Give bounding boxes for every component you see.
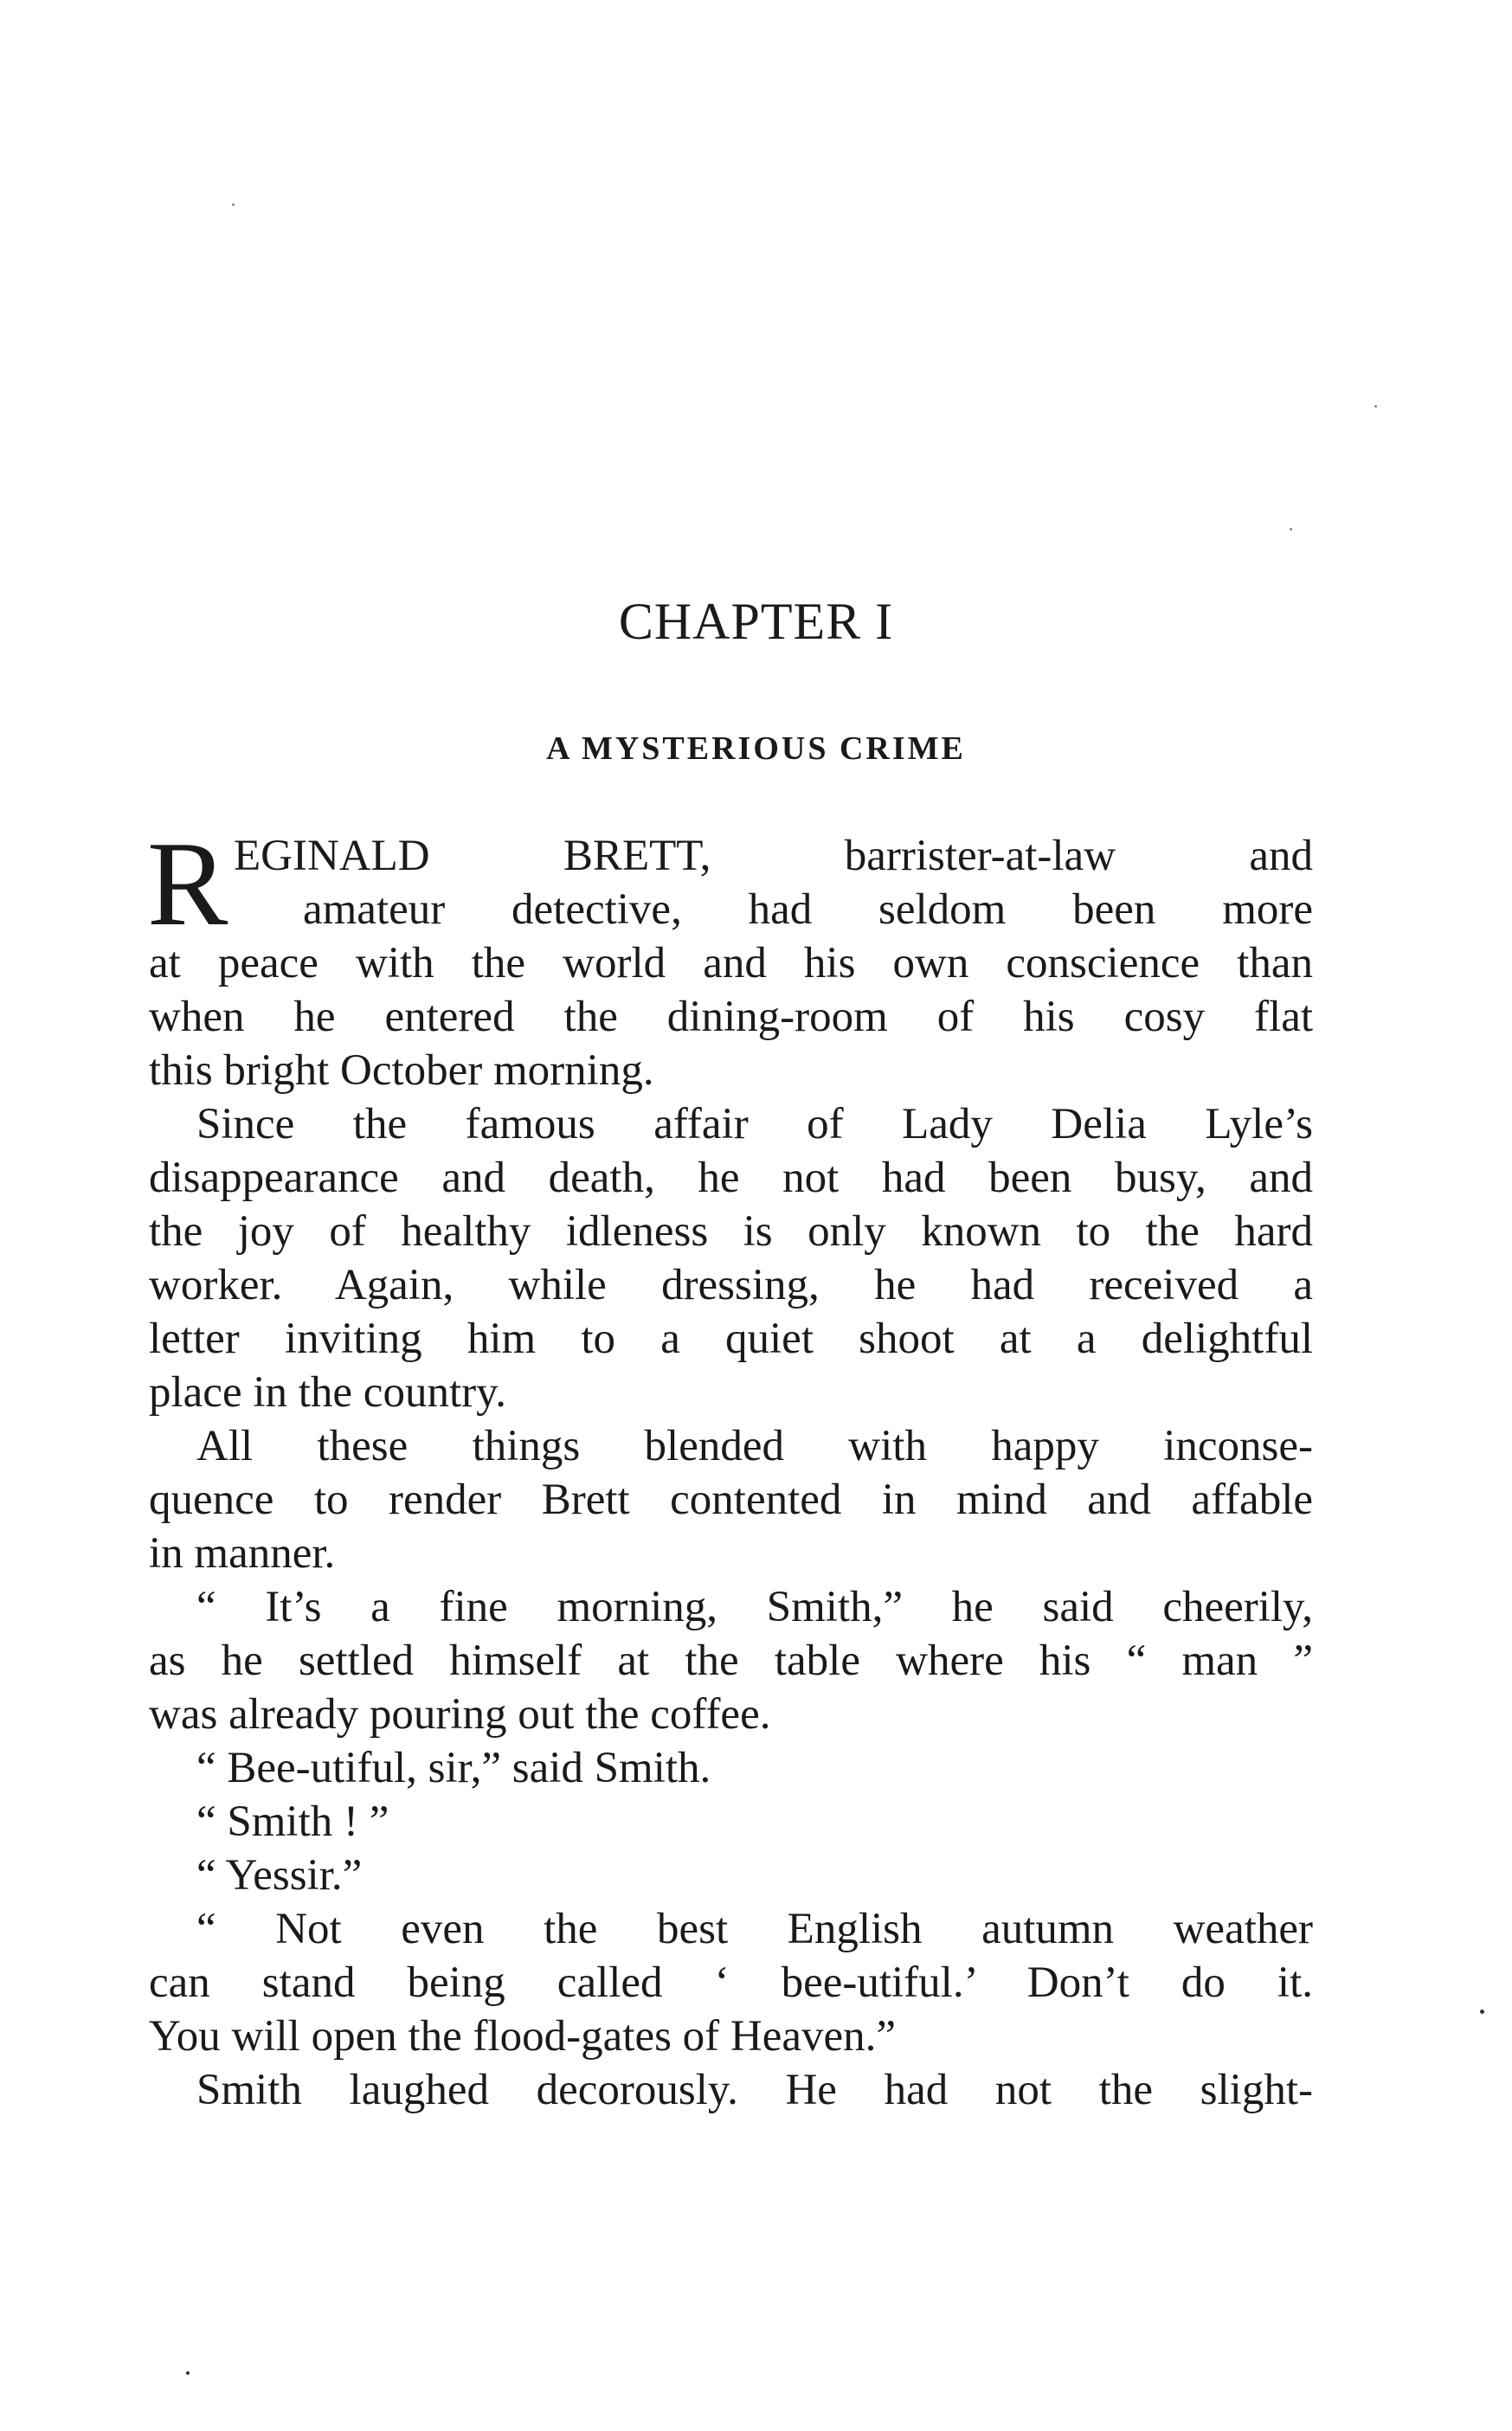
text-line: Since the famous affair of Lady Delia Lyle’s bbox=[196, 1100, 1313, 1148]
text-line: “ It’s a fine morning, Smith,” he said cheerily, bbox=[196, 1583, 1313, 1631]
text-line: when he entered the dining-room of his cosy flat bbox=[149, 993, 1313, 1041]
text-line: “ Smith ! ” bbox=[196, 1798, 389, 1846]
text-line: can stand being called ‘ bee-utiful.’ Don’t do it. bbox=[149, 1958, 1313, 2007]
chapter-body bbox=[147, 817, 1313, 2117]
chapter-title: CHAPTER I bbox=[618, 593, 894, 650]
text-line: quence to render Brett contented in mind and affable bbox=[149, 1476, 1313, 1524]
scan-speck bbox=[1480, 2010, 1484, 2014]
text-line: in manner. bbox=[149, 1529, 336, 1578]
text-line: this bright October morning. bbox=[149, 1046, 654, 1095]
text-line: as he settled himself at the table where his “ man ” bbox=[149, 1637, 1313, 1685]
chapter-subtitle: A MYSTERIOUS CRIME bbox=[546, 730, 966, 767]
text-line-content: EGINALD BRETT, barrister-at-law and bbox=[234, 832, 1313, 880]
text-line: amateur detective, had seldom been more bbox=[303, 885, 1313, 934]
text-line: worker. Again, while dressing, he had received a bbox=[149, 1261, 1313, 1309]
scan-speck bbox=[1374, 405, 1377, 408]
text-line: “ Bee-utiful, sir,” said Smith. bbox=[196, 1744, 711, 1792]
text-line: “ Not even the best English autumn weather bbox=[196, 1905, 1313, 1953]
scan-speck bbox=[186, 2371, 190, 2375]
text-line: Smith laughed decorously. He had not the slight- bbox=[196, 2066, 1313, 2114]
text-line: “ Yessir.” bbox=[196, 1851, 363, 1900]
text-line: the joy of healthy idleness is only known to the hard bbox=[149, 1207, 1313, 1256]
scan-speck bbox=[232, 203, 235, 206]
text-line: letter inviting him to a quiet shoot at a delightful bbox=[149, 1315, 1313, 1363]
text-line: You will open the flood-gates of Heaven.” bbox=[149, 2012, 897, 2061]
text-line: All these things blended with happy inconse- bbox=[196, 1422, 1313, 1470]
text-line: place in the country. bbox=[149, 1368, 507, 1417]
text-line: was already pouring out the coffee. bbox=[149, 1690, 771, 1739]
text-line: disappearance and death, he not had been busy, and bbox=[149, 1154, 1313, 1202]
scan-speck bbox=[1290, 528, 1292, 531]
text-line: at peace with the world and his own conscience than bbox=[149, 939, 1313, 987]
drop-cap: R bbox=[147, 817, 228, 951]
